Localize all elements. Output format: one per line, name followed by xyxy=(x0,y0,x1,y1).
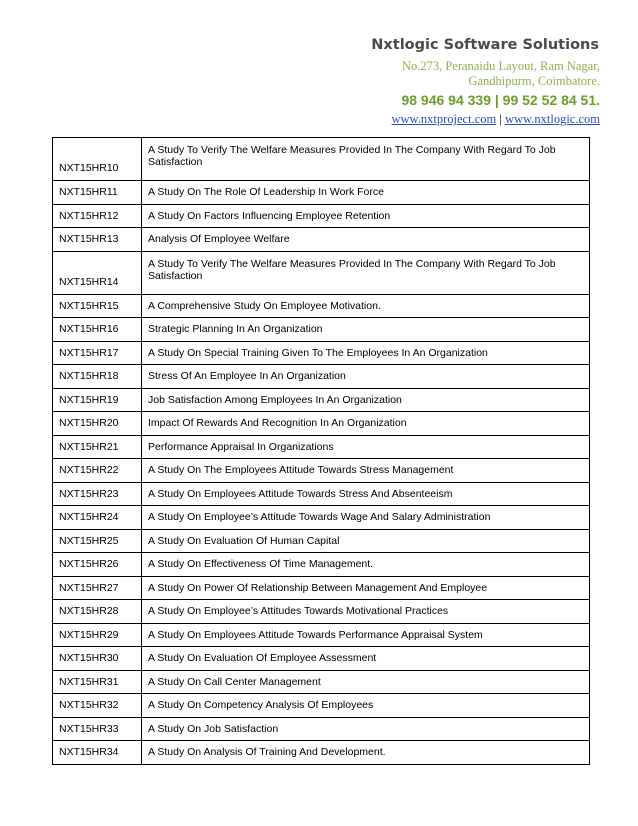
project-title: A Study On Effectiveness Of Time Management. xyxy=(142,553,590,577)
project-code: NXT15HR31 xyxy=(53,670,142,694)
project-code: NXT15HR32 xyxy=(53,694,142,718)
table-row xyxy=(53,204,590,228)
nxtproject-link[interactable]: www.nxtproject.com xyxy=(391,112,497,126)
project-title: Analysis Of Employee Welfare xyxy=(142,228,590,252)
website-links xyxy=(300,110,600,128)
table-row xyxy=(53,181,590,205)
nxtlogic-link[interactable]: www.nxtlogic.com xyxy=(504,112,600,126)
project-title: A Study On Power Of Relationship Between Management And Employee xyxy=(142,576,590,600)
phone-numbers: 98 946 94 339 | 99 52 52 84 51. xyxy=(401,92,600,108)
project-title: A Study On Evaluation Of Employee Assessment xyxy=(142,647,590,671)
project-code: NXT15HR28 xyxy=(53,600,142,624)
table-row xyxy=(53,647,590,671)
project-code: NXT15HR16 xyxy=(53,318,142,342)
project-title: Performance Appraisal In Organizations xyxy=(142,435,590,459)
project-code: NXT15HR15 xyxy=(53,294,142,318)
project-code: NXT15HR30 xyxy=(53,647,142,671)
project-code: NXT15HR11 xyxy=(53,181,142,205)
table-row xyxy=(53,553,590,577)
project-title: A Study On Competency Analysis Of Employees xyxy=(142,694,590,718)
project-title: A Study On Call Center Management xyxy=(142,670,590,694)
project-code: NXT15HR34 xyxy=(53,741,142,765)
project-code: NXT15HR13 xyxy=(53,228,142,252)
address-line-2: Gandhipurm, Coimbatore. xyxy=(468,74,600,88)
project-title: A Comprehensive Study On Employee Motivation. xyxy=(142,294,590,318)
project-title: A Study On Employees Attitude Towards Stress And Absenteeism xyxy=(142,482,590,506)
project-code: NXT15HR18 xyxy=(53,365,142,389)
project-code: NXT15HR26 xyxy=(53,553,142,577)
project-title: A Study To Verify The Welfare Measures Provided In The Company With Regard To Job Satisfaction xyxy=(142,251,590,294)
project-title: A Study On Analysis Of Training And Development. xyxy=(142,741,590,765)
project-code: NXT15HR27 xyxy=(53,576,142,600)
table-row xyxy=(53,694,590,718)
project-title: A Study On The Role Of Leadership In Work Force xyxy=(142,181,590,205)
table-row xyxy=(53,600,590,624)
table-row xyxy=(53,294,590,318)
table-row xyxy=(53,506,590,530)
letterhead xyxy=(300,34,600,128)
project-title: A Study On Employees Attitude Towards Performance Appraisal System xyxy=(142,623,590,647)
project-title: A Study On The Employees Attitude Towards Stress Management xyxy=(142,459,590,483)
table-row xyxy=(53,318,590,342)
project-title: A Study On Employee’s Attitude Towards Wage And Salary Administration xyxy=(142,506,590,530)
project-title: A Study On Evaluation Of Human Capital xyxy=(142,529,590,553)
table-row xyxy=(53,459,590,483)
table-row xyxy=(53,435,590,459)
project-title: Impact Of Rewards And Recognition In An Organization xyxy=(142,412,590,436)
project-title: A Study On Special Training Given To The Employees In An Organization xyxy=(142,341,590,365)
project-code: NXT15HR12 xyxy=(53,204,142,228)
project-title: A Study On Factors Influencing Employee Retention xyxy=(142,204,590,228)
table-row xyxy=(53,576,590,600)
project-topics-body xyxy=(53,138,590,765)
project-code: NXT15HR23 xyxy=(53,482,142,506)
project-code: NXT15HR20 xyxy=(53,412,142,436)
table-row xyxy=(53,623,590,647)
table-row xyxy=(53,412,590,436)
table-row xyxy=(53,365,590,389)
table-row xyxy=(53,341,590,365)
project-title: Stress Of An Employee In An Organization xyxy=(142,365,590,389)
table-row xyxy=(53,138,590,181)
project-code: NXT15HR10 xyxy=(53,138,142,181)
project-code: NXT15HR17 xyxy=(53,341,142,365)
table-row xyxy=(53,670,590,694)
project-code: NXT15HR24 xyxy=(53,506,142,530)
project-title: Strategic Planning In An Organization xyxy=(142,318,590,342)
project-code: NXT15HR25 xyxy=(53,529,142,553)
table-row xyxy=(53,741,590,765)
table-row xyxy=(53,228,590,252)
table-row xyxy=(53,251,590,294)
table-row xyxy=(53,482,590,506)
project-topics-table xyxy=(52,137,590,765)
project-code: NXT15HR21 xyxy=(53,435,142,459)
project-code: NXT15HR14 xyxy=(53,251,142,294)
table-row xyxy=(53,717,590,741)
project-title: Job Satisfaction Among Employees In An Organization xyxy=(142,388,590,412)
project-code: NXT15HR22 xyxy=(53,459,142,483)
company-name: Nxtlogic Software Solutions xyxy=(371,37,599,53)
link-separator: | xyxy=(499,112,502,126)
project-title: A Study On Employee’s Attitudes Towards Motivational Practices xyxy=(142,600,590,624)
company-address xyxy=(300,59,600,89)
project-code: NXT15HR19 xyxy=(53,388,142,412)
address-line-1: No.273, Peranaidu Layout, Ram Nagar, xyxy=(401,59,600,73)
project-code: NXT15HR33 xyxy=(53,717,142,741)
project-title: A Study To Verify The Welfare Measures Provided In The Company With Regard To Job Satisfaction xyxy=(142,138,590,181)
project-title: A Study On Job Satisfaction xyxy=(142,717,590,741)
project-code: NXT15HR29 xyxy=(53,623,142,647)
table-row xyxy=(53,388,590,412)
table-row xyxy=(53,529,590,553)
